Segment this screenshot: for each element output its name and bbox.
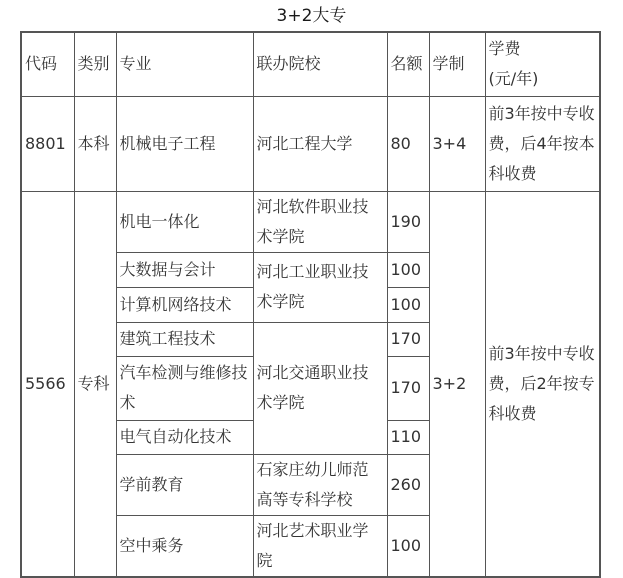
quota-cell: 260 — [387, 454, 429, 515]
code-cell: 8801 — [21, 96, 74, 191]
school-cell: 河北交通职业技术学院 — [253, 322, 387, 454]
quota-cell: 190 — [387, 191, 429, 252]
tuition-cell: 前3年按中专收费，后4年按本科收费 — [485, 96, 600, 191]
major-cell: 汽车检测与维修技术 — [116, 356, 253, 420]
header-cell-duration: 学制 — [429, 32, 485, 96]
major-cell: 机电一体化 — [116, 191, 253, 252]
school-cell: 石家庄幼儿师范高等专科学校 — [253, 454, 387, 515]
school-cell: 河北工程大学 — [253, 96, 387, 191]
header-cell-major: 专业 — [116, 32, 253, 96]
admission-table — [20, 31, 601, 578]
quota-cell: 170 — [387, 322, 429, 356]
quota-cell: 100 — [387, 287, 429, 322]
quota-cell: 110 — [387, 420, 429, 454]
tuition-cell: 前3年按中专收费，后2年按专科收费 — [485, 191, 600, 577]
major-cell: 学前教育 — [116, 454, 253, 515]
page-title: 3+2大专 — [276, 6, 347, 26]
quota-cell: 170 — [387, 356, 429, 420]
header-row — [21, 32, 600, 96]
school-cell: 河北软件职业技术学院 — [253, 191, 387, 252]
header-cell-quota: 名额 — [387, 32, 429, 96]
quota-cell: 80 — [387, 96, 429, 191]
code-cell: 5566 — [21, 191, 74, 577]
major-cell: 电气自动化技术 — [116, 420, 253, 454]
major-cell: 计算机网络技术 — [116, 287, 253, 322]
major-cell: 大数据与会计 — [116, 252, 253, 287]
duration-cell: 3+2 — [429, 191, 485, 577]
header-cell-school: 联办院校 — [253, 32, 387, 96]
header-cell-code: 代码 — [21, 32, 74, 96]
zhuanke-row — [21, 191, 600, 252]
header-tuition-line2: (元/年) — [488, 69, 539, 89]
quota-cell: 100 — [387, 252, 429, 287]
header-tuition-line1: 学费 — [488, 39, 521, 59]
header-cell-category: 类别 — [74, 32, 116, 96]
major-cell: 建筑工程技术 — [116, 322, 253, 356]
category-cell: 专科 — [74, 191, 116, 577]
benke-row — [21, 96, 600, 191]
major-cell: 机械电子工程 — [116, 96, 253, 191]
quota-cell: 100 — [387, 515, 429, 577]
major-cell: 空中乘务 — [116, 515, 253, 577]
header-cell-tuition — [485, 32, 600, 96]
school-cell: 河北艺术职业学院 — [253, 515, 387, 577]
duration-cell: 3+4 — [429, 96, 485, 191]
school-cell: 河北工业职业技术学院 — [253, 252, 387, 322]
category-cell: 本科 — [74, 96, 116, 191]
